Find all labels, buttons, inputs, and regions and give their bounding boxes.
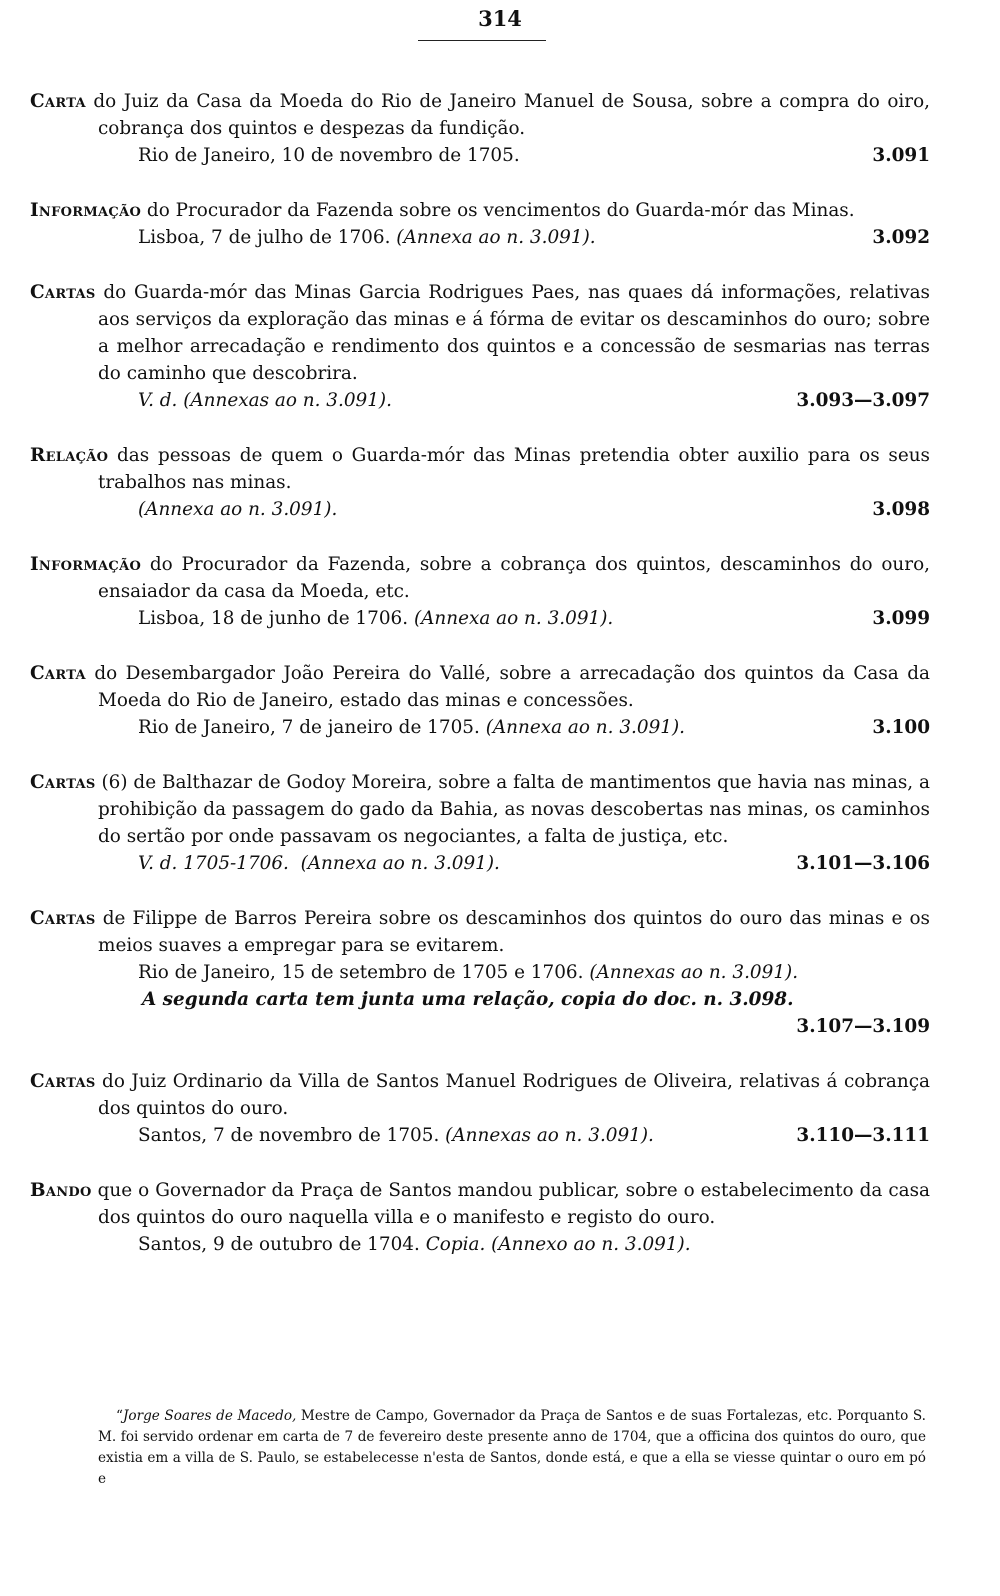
entry-annex: V. d. (Annexas ao n. 3.091). — [138, 390, 392, 411]
entry-text: do Desembargador João Pereira do Vallé, sobre a arrecadação dos quintos da Casa da Moeda do Rio de Janeiro, estado das minas e concessões. — [85, 663, 930, 711]
entry-number: 3.110—3.111 — [796, 1125, 930, 1146]
entry-reference-line — [30, 1231, 930, 1258]
catalog-entry — [30, 1068, 930, 1149]
entry-description — [30, 660, 930, 714]
catalog-entry — [30, 88, 930, 169]
entry-description — [30, 1068, 930, 1122]
entry-text: (6) de Balthazar de Godoy Moreira, sobre a falta de mantimentos que havia nas minas, a prohibição da passagem do gado da Bahia, as novas descobertas nas minas, os caminhos do sertão por onde passavam os negociantes, a falta de justiça, etc. — [95, 772, 930, 847]
catalog-entry — [30, 442, 930, 523]
entry-text: de Filippe de Barros Pereira sobre os descaminhos dos quintos do ouro das minas e os meios suaves a empregar para se evitarem. — [95, 908, 930, 956]
entry-number: 3.091 — [872, 145, 930, 166]
entry-annex: (Annexa ao n. 3.091). — [485, 717, 686, 738]
entry-annex: (Annexa ao n. 3.091). — [396, 227, 596, 248]
catalog-entry — [30, 197, 930, 251]
entry-lead-word: Carta — [30, 91, 86, 112]
catalog-entry — [30, 279, 930, 414]
entry-lead-word: Informação — [30, 200, 142, 221]
entry-lead-word: Cartas — [30, 1071, 96, 1092]
entry-annex: (Annexas ao n. 3.091). — [445, 1125, 654, 1146]
entry-text: das pessoas de quem o Guarda-mór das Minas pretendia obter auxilio para os seus trabalhos nas minas. — [98, 445, 930, 493]
entry-place-date: Rio de Janeiro, 15 de setembro de 1705 e 1706. — [138, 962, 584, 983]
entry-place-date: Santos, 7 de novembro de 1705. — [138, 1125, 440, 1146]
catalog-entry — [30, 1177, 930, 1258]
entry-note: A segunda carta tem junta uma relação, copia do doc. n. 3.098. — [142, 989, 794, 1010]
entry-description — [30, 197, 930, 224]
entry-description — [30, 279, 930, 387]
catalog-entries — [30, 88, 930, 1286]
entry-number: 3.099 — [872, 608, 930, 629]
entry-place-date: Lisboa, 7 de julho de 1706. — [138, 227, 391, 248]
entry-text: do Guarda-mór das Minas Garcia Rodrigues Paes, nas quaes dá informações, relativas aos serviços da exploração das minas e á fórma de evitar os descaminhos do ouro; sobre a melhor arrecadação e rendimento dos quintos e a concessão de sesmarias nas terras do caminho que descobrira. — [95, 282, 930, 384]
entry-lead-word: Cartas — [30, 908, 96, 929]
entry-number: 3.093—3.097 — [796, 390, 930, 411]
entry-text: do Procurador da Fazenda, sobre a cobrança dos quintos, descaminhos do ouro, ensaiador da casa da Moeda, etc. — [98, 554, 930, 602]
entry-text: do Juiz Ordinario da Villa de Santos Manuel Rodrigues de Oliveira, relativas á cobrança dos quintos do ouro. — [95, 1071, 930, 1119]
entry-annex: (Annexa ao n. 3.091). — [300, 853, 500, 874]
entry-place-date: Rio de Janeiro, 10 de novembro de 1705. — [138, 145, 520, 166]
entry-place-date: Rio de Janeiro, 7 de janeiro de 1705. — [138, 717, 480, 738]
entry-description — [30, 905, 930, 959]
entry-description — [30, 551, 930, 605]
entry-number: 3.100 — [872, 717, 930, 738]
entry-place-date: Santos, 9 de outubro de 1704. — [138, 1234, 420, 1255]
entry-place-date: Lisboa, 18 de junho de 1706. — [138, 608, 409, 629]
entry-number: 3.092 — [872, 227, 930, 248]
entry-reference-line — [30, 496, 930, 523]
entry-lead-word: Cartas — [30, 282, 96, 303]
catalog-entry — [30, 905, 930, 1040]
entry-description — [30, 88, 930, 142]
entry-text: do Juiz da Casa da Moeda do Rio de Janeiro Manuel de Sousa, sobre a compra do oiro, cobrança dos quintos e despezas da fundição. — [85, 91, 930, 139]
entry-description — [30, 1177, 930, 1231]
entry-number: 3.107—3.109 — [796, 1016, 930, 1037]
page-number-rule — [418, 40, 546, 41]
entry-reference-line — [30, 142, 930, 169]
entry-lead-word: Cartas — [30, 772, 96, 793]
entry-number: 3.098 — [872, 499, 930, 520]
page-number: 314 — [478, 6, 522, 31]
quoted-document-text — [98, 1406, 926, 1490]
entry-text: do Procurador da Fazenda sobre os vencimentos do Guarda-mór das Minas. — [141, 200, 855, 221]
entry-annex: (Annexa ao n. 3.091). — [138, 499, 338, 520]
entry-reference-line — [30, 1122, 930, 1149]
entry-annex: (Annexa ao n. 3.091). — [413, 608, 614, 629]
entry-reference-line — [30, 224, 930, 251]
entry-number: 3.101—3.106 — [796, 853, 930, 874]
entry-description — [30, 769, 930, 850]
catalog-entry — [30, 660, 930, 741]
entry-description — [30, 442, 930, 496]
entry-text: que o Governador da Praça de Santos mandou publicar, sobre o estabelecimento da casa dos quintos do ouro naquella villa e o manifesto e registo do ouro. — [91, 1180, 930, 1228]
quote-author-name: Jorge Soares de Macedo, — [122, 1408, 297, 1424]
entry-reference-line — [30, 959, 930, 986]
entry-reference-line — [30, 605, 930, 632]
entry-annex: (Annexas ao n. 3.091). — [589, 962, 799, 983]
catalog-entry — [30, 769, 930, 877]
entry-lead-word: Informação — [30, 554, 142, 575]
opening-quote-mark: “ — [116, 1408, 123, 1424]
entry-lead-word: Bando — [30, 1180, 92, 1201]
entry-reference-line — [30, 714, 930, 741]
entry-place-date: V. d. 1705-1706. — [138, 853, 289, 874]
catalog-entry — [30, 551, 930, 632]
entry-annex: Copia. (Annexo ao n. 3.091). — [425, 1234, 691, 1255]
entry-reference-line — [30, 850, 930, 877]
quote-body: Mestre de Campo, Governador da Praça de Santos e de suas Fortalezas, etc. Porquanto S. M. foi servido ordenar em carta de 7 de fevereiro deste presente anno de 1704, que a officina dos quintos do ouro, que existia em a villa de S. Paulo, se estabelecesse n'esta de Santos, donde está, e que a ella se viesse quintar o ouro em pó e — [98, 1408, 927, 1487]
entry-lead-word: Relação — [30, 445, 109, 466]
entry-reference-line — [30, 387, 930, 414]
entry-lead-word: Carta — [30, 663, 86, 684]
